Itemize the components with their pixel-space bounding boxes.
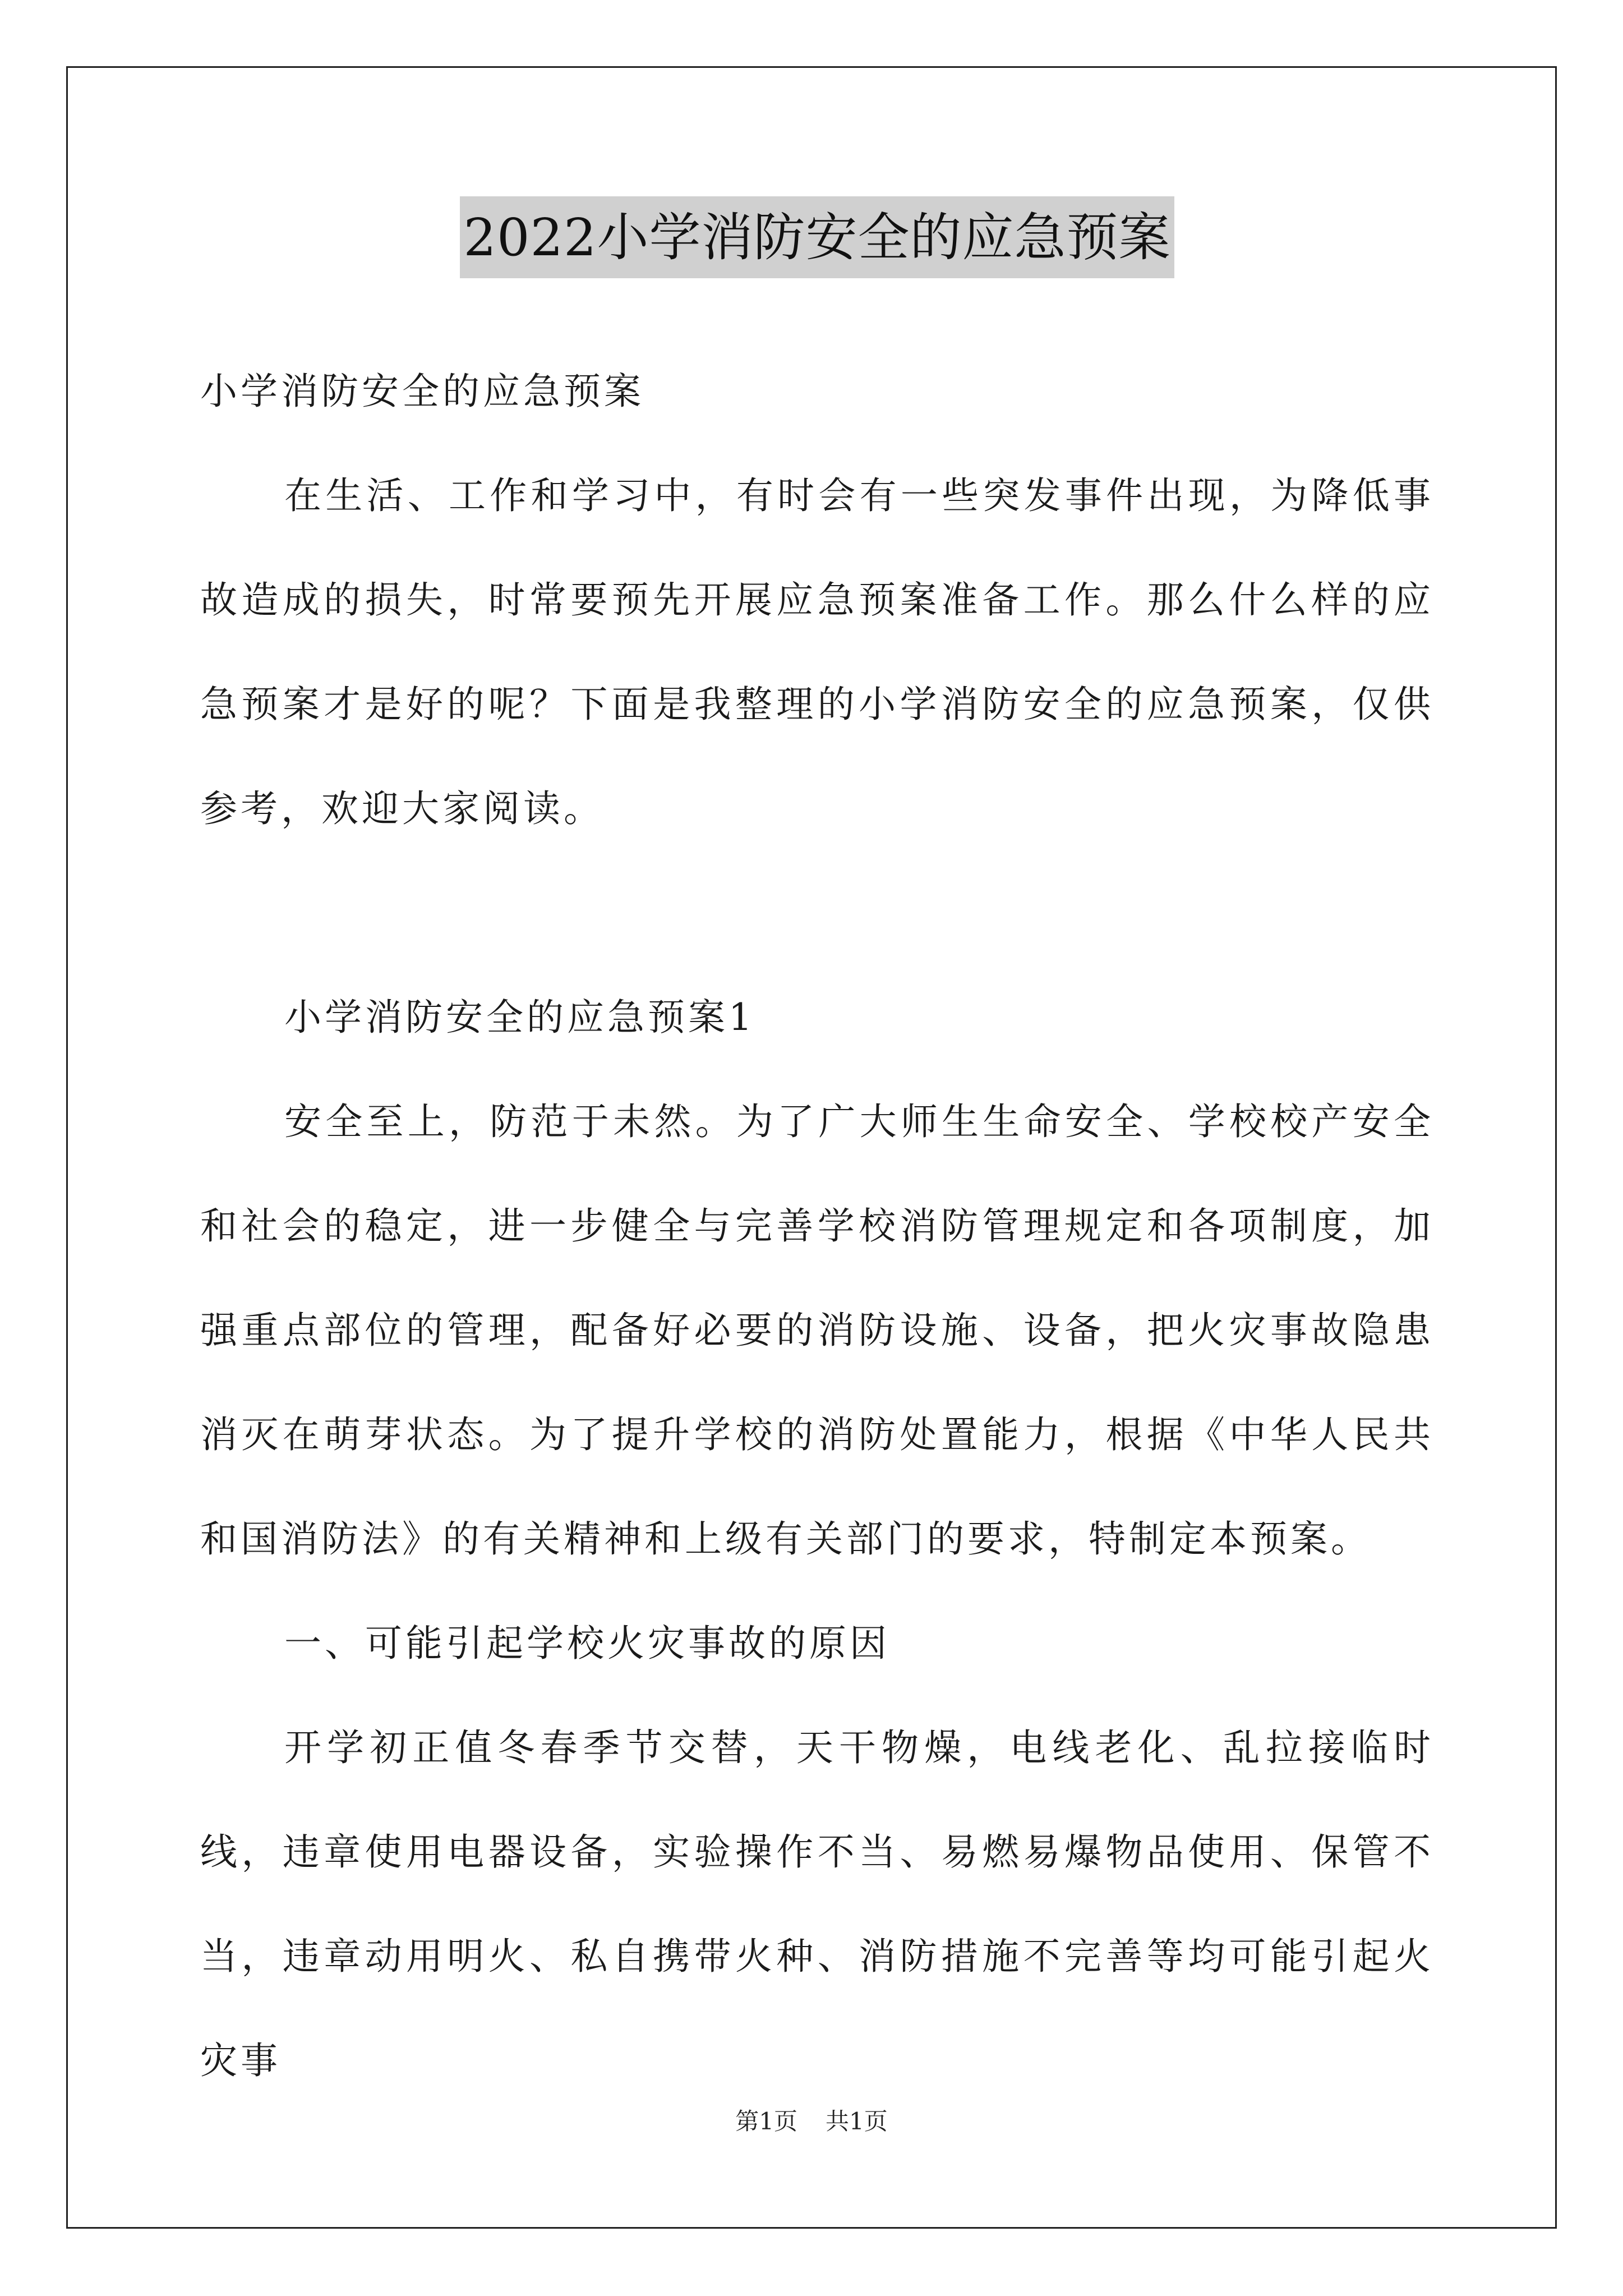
paragraph-gap bbox=[200, 861, 1434, 965]
item-paragraph: 开学初正值冬春季节交替，天干物燥，电线老化、乱拉接临时线，违章使用电器设备，实验操作不当、易燃易爆物品使用、保管不当，违章动用明火、私自携带火种、消防措施不完善等均可能引起火灾事 bbox=[200, 1726, 1434, 2082]
document-body bbox=[200, 196, 1434, 2113]
title-container bbox=[200, 196, 1434, 280]
intro-paragraph: 在生活、工作和学习中，有时会有一些突发事件出现，为降低事故造成的损失，时常要预先开展应急预案准备工作。那么什么样的应急预案才是好的呢？下面是我整理的小学消防安全的应急预案，仅供参考，欢迎大家阅读。 bbox=[200, 474, 1434, 830]
page-number-current: 第1页 bbox=[735, 2108, 797, 2135]
item-heading: 一、可能引起学校火灾事故的原因 bbox=[284, 1622, 890, 1665]
page-number-total: 共1页 bbox=[826, 2108, 888, 2135]
section-heading: 小学消防安全的应急预案1 bbox=[284, 996, 755, 1039]
section-paragraph: 安全至上，防范于未然。为了广大师生生命安全、学校校产安全和社会的稳定，进一步健全与完善学校消防管理规定和各项制度，加强重点部位的管理，配备好必要的消防设施、设备，把火灾事故隐患消灭在萌芽状态。为了提升学校的消防处置能力，根据《中华人民共和国消防法》的有关精神和上级有关部门的要求，特制定本预案。 bbox=[200, 1100, 1434, 1561]
document-subtitle: 小学消防安全的应急预案 bbox=[200, 370, 644, 413]
document-title: 2022小学消防安全的应急预案 bbox=[460, 196, 1174, 278]
page-footer bbox=[0, 2105, 1623, 2138]
